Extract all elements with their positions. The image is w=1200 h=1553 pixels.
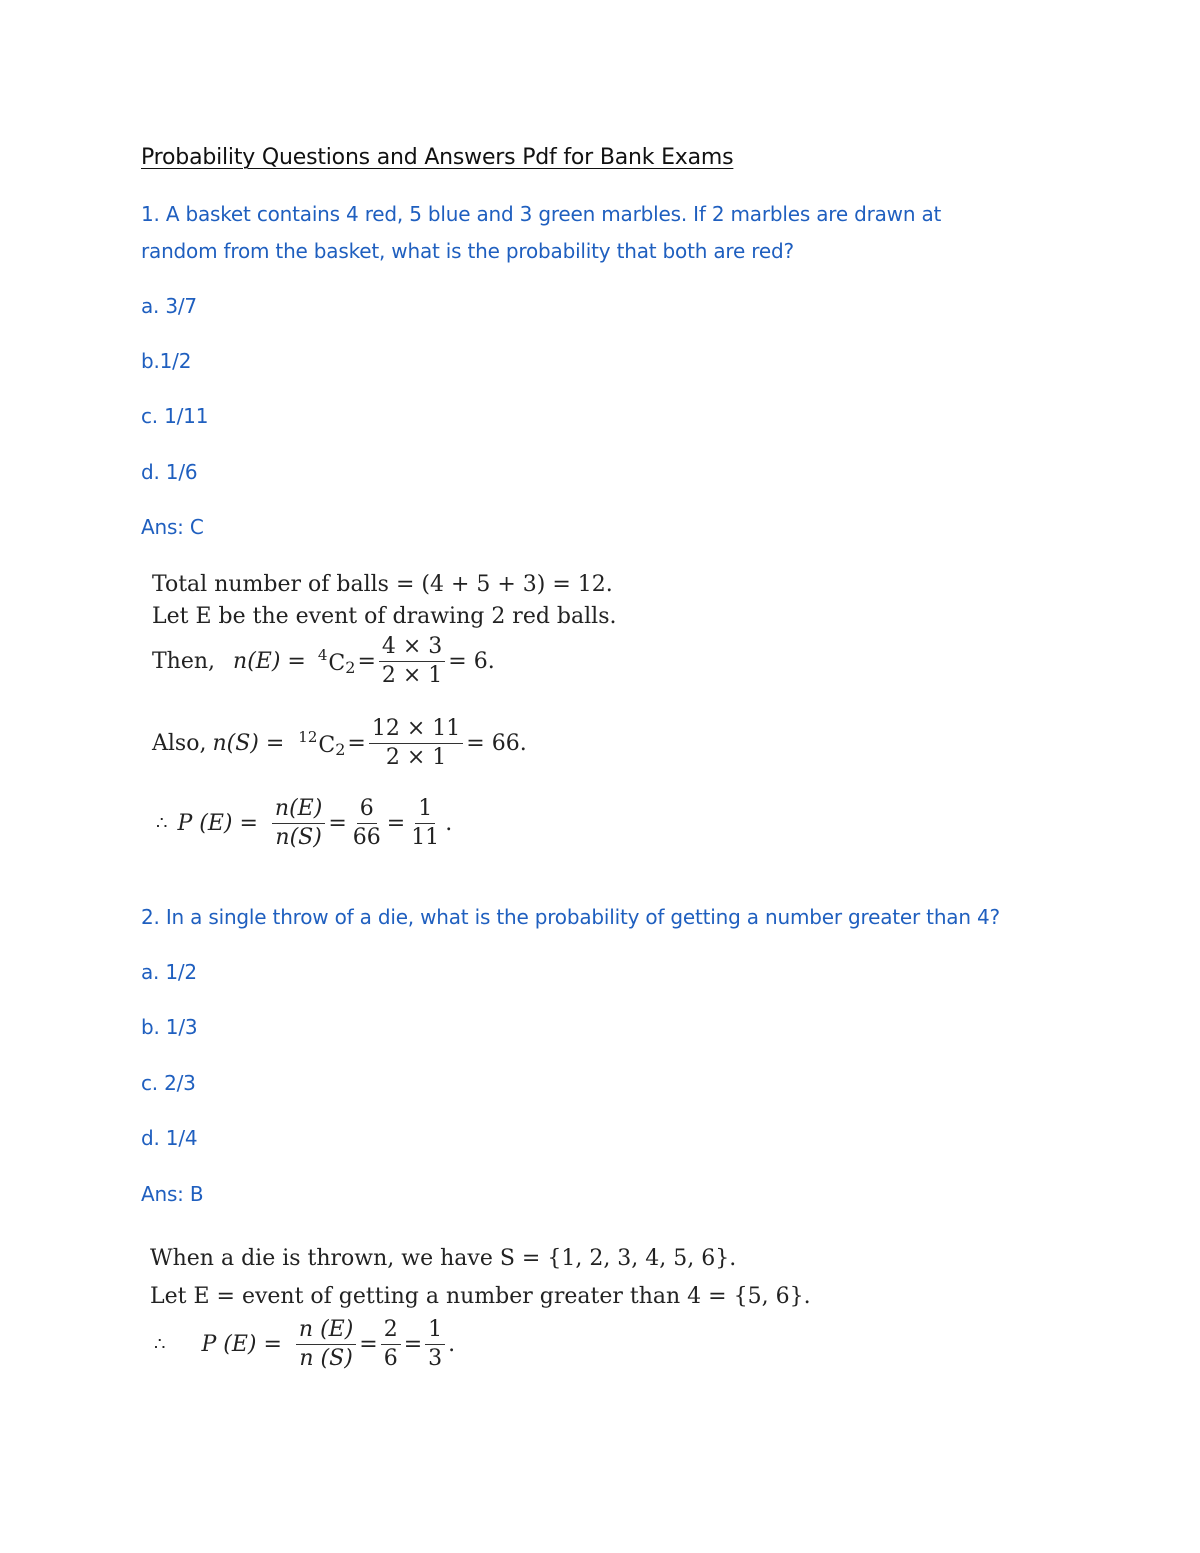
question-2-line-1: 2. In a single throw of a die, what is the probability of getting a number greater than 4?	[141, 905, 1000, 929]
therefore-symbol: ∴	[156, 813, 168, 835]
period: .	[445, 811, 453, 837]
question-1-option-c: c. 1/11	[141, 404, 209, 428]
ratio-fraction	[272, 797, 325, 850]
result-denominator: 3	[428, 1346, 443, 1372]
solution-2-line-1: When a die is thrown, we have S = {1, 2, 3, 4, 5, 6}.	[150, 1246, 737, 1271]
nS-numerator: 12 × 11	[369, 717, 463, 744]
question-1-answer: Ans: C	[141, 515, 204, 539]
document-title: Probability Questions and Answers Pdf for Bank Exams	[141, 145, 734, 170]
question-1-option-a: a. 3/7	[141, 294, 197, 318]
question-1-line-1: 1. A basket contains 4 red, 5 blue and 3 green marbles. If 2 marbles are drawn at	[141, 202, 942, 226]
equals-sign: =	[403, 1332, 423, 1358]
nE-numerator: 4 × 3	[379, 635, 445, 662]
nS-subscript: 2	[335, 740, 346, 760]
equals-sign: =	[357, 649, 376, 675]
then-label: Then,	[152, 649, 216, 675]
nE-superscript: 4	[317, 646, 328, 665]
nS-denominator: 2 × 1	[385, 745, 447, 771]
question-1-option-b: b.1/2	[141, 349, 192, 373]
equals-sign: =	[386, 811, 406, 837]
value-denominator: 66	[352, 825, 381, 851]
nS-fraction	[369, 717, 463, 770]
solution-2-probability-row	[154, 1318, 455, 1371]
value-numerator: 6	[357, 797, 377, 824]
equals-sign: =	[347, 731, 366, 757]
solution-1-line-2: Let E be the event of drawing 2 red balls.	[152, 604, 617, 629]
question-2-answer: Ans: B	[141, 1182, 204, 1206]
nE-denominator: 2 × 1	[381, 663, 443, 689]
solution-1-nE-row	[152, 635, 495, 688]
result-fraction	[425, 1318, 445, 1371]
nE-fraction	[379, 635, 445, 688]
result-numerator: 1	[425, 1318, 445, 1345]
question-1-line-2: random from the basket, what is the probability that both are red?	[141, 239, 794, 263]
ratio-numerator: n (E)	[296, 1318, 356, 1345]
pe-label: P (E) =	[201, 1332, 282, 1358]
nE-subscript: 2	[345, 658, 356, 678]
nS-superscript: 12	[298, 728, 318, 747]
equals-sign: =	[328, 811, 347, 837]
combination-symbol: C	[318, 733, 336, 759]
question-2-option-d: d. 1/4	[141, 1126, 198, 1150]
also-label: Also,	[152, 731, 207, 757]
question-2-option-b: b. 1/3	[141, 1015, 198, 1039]
period: .	[448, 1332, 456, 1358]
equals-sign: =	[359, 1332, 378, 1358]
question-2-option-a: a. 1/2	[141, 960, 197, 984]
pe-label: P (E) =	[177, 811, 258, 837]
value-denominator: 6	[383, 1346, 398, 1372]
value-fraction	[350, 797, 384, 850]
result-fraction	[408, 797, 442, 850]
question-1-option-d: d. 1/6	[141, 460, 198, 484]
question-2-option-c: c. 2/3	[141, 1071, 196, 1095]
value-fraction	[381, 1318, 401, 1371]
solution-1-line-1: Total number of balls = (4 + 5 + 3) = 12.	[152, 572, 613, 597]
result-denominator: 11	[411, 825, 440, 851]
ratio-denominator: n (S)	[299, 1346, 353, 1372]
solution-1-probability-row	[156, 797, 452, 850]
solution-1-nS-row	[152, 717, 527, 770]
nS-label: n(S) =	[212, 731, 285, 757]
ratio-denominator: n(S)	[275, 825, 322, 851]
value-numerator: 2	[381, 1318, 401, 1345]
ratio-fraction	[296, 1318, 356, 1371]
nE-result: = 6.	[448, 649, 495, 675]
solution-2-line-2: Let E = event of getting a number greater than 4 = {5, 6}.	[150, 1284, 811, 1309]
result-numerator: 1	[415, 797, 435, 824]
ratio-numerator: n(E)	[272, 797, 325, 824]
nS-result: = 66.	[466, 731, 527, 757]
combination-symbol: C	[328, 651, 346, 677]
therefore-symbol: ∴	[154, 1334, 166, 1356]
nE-label: n(E) =	[233, 649, 306, 675]
